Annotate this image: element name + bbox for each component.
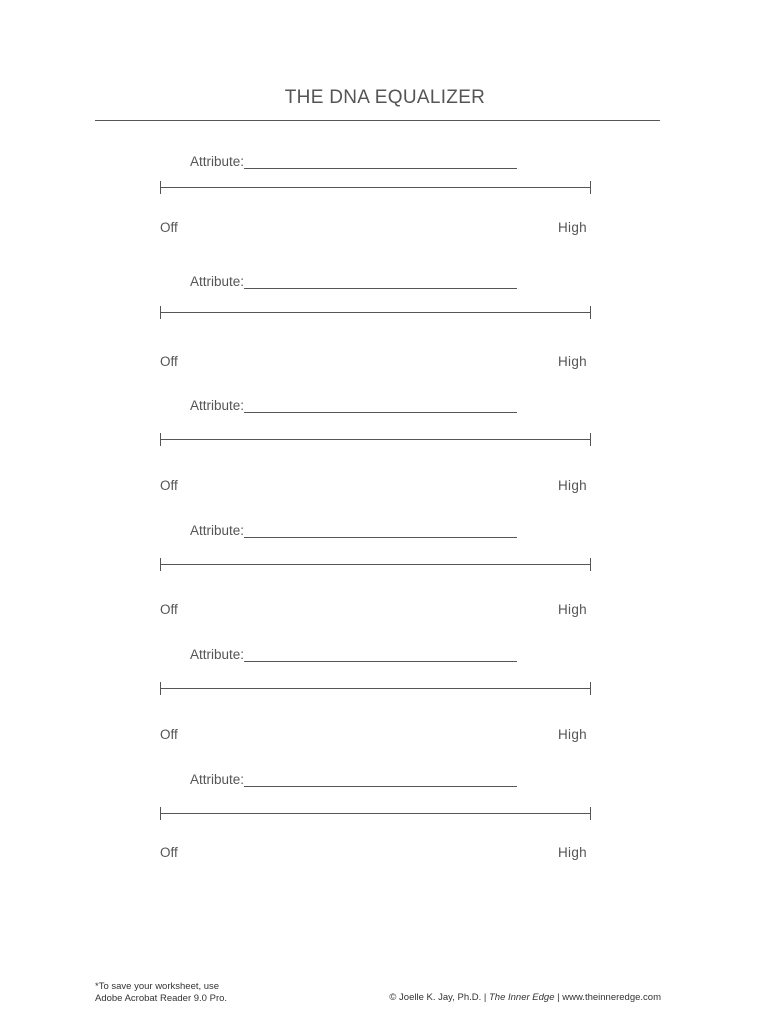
footer-credit [389, 992, 661, 1003]
attribute-input-line[interactable] [244, 168, 517, 169]
scale-line [160, 187, 591, 188]
attribute-label: Attribute: [190, 772, 245, 787]
equalizer-scale[interactable] [160, 807, 591, 821]
scale-end-tick [590, 433, 591, 446]
attribute-row [190, 270, 517, 290]
equalizer-section [0, 519, 770, 639]
credit-website: | www.theinneredge.com [557, 992, 661, 1003]
attribute-row [190, 519, 517, 539]
page-title: THE DNA EQUALIZER [284, 87, 486, 108]
equalizer-section [0, 643, 770, 763]
scale-line [160, 688, 591, 689]
scale-low-label: Off [160, 220, 178, 235]
scale-line [160, 312, 591, 313]
equalizer-scale[interactable] [160, 306, 591, 320]
scale-high-label: High [558, 727, 587, 742]
scale-line [160, 813, 591, 814]
footer-note-line: Adobe Acrobat Reader 9.0 Pro. [95, 992, 228, 1004]
title-divider [95, 120, 660, 121]
attribute-input-line[interactable] [244, 537, 517, 538]
scale-low-label: Off [160, 727, 178, 742]
equalizer-scale[interactable] [160, 181, 591, 195]
attribute-input-line[interactable] [244, 786, 517, 787]
equalizer-section [0, 394, 770, 514]
scale-low-label: Off [160, 602, 178, 617]
scale-high-label: High [558, 602, 587, 617]
equalizer-scale[interactable] [160, 682, 591, 696]
scale-line [160, 564, 591, 565]
footer-note [95, 981, 227, 1004]
scale-line [160, 439, 591, 440]
attribute-label: Attribute: [190, 647, 245, 662]
equalizer-scale[interactable] [160, 558, 591, 572]
scale-low-label: Off [160, 478, 178, 493]
attribute-input-line[interactable] [244, 661, 517, 662]
credit-book-title: The Inner Edge [489, 992, 555, 1003]
scale-end-tick [590, 558, 591, 571]
scale-high-label: High [558, 478, 587, 493]
attribute-input-line[interactable] [244, 412, 517, 413]
attribute-label: Attribute: [190, 523, 245, 538]
attribute-label: Attribute: [190, 398, 245, 413]
equalizer-section [0, 270, 770, 390]
equalizer-section [0, 768, 770, 888]
scale-high-label: High [558, 220, 587, 235]
scale-high-label: High [558, 354, 587, 369]
equalizer-scale[interactable] [160, 433, 591, 447]
attribute-row [190, 150, 517, 170]
scale-end-tick [590, 682, 591, 695]
attribute-row [190, 394, 517, 414]
scale-low-label: Off [160, 354, 178, 369]
attribute-row [190, 768, 517, 788]
footer-note-line: *To save your worksheet, use [95, 981, 220, 992]
scale-high-label: High [558, 845, 587, 860]
attribute-input-line[interactable] [244, 288, 517, 289]
attribute-row [190, 643, 517, 663]
attribute-label: Attribute: [190, 274, 245, 289]
scale-end-tick [590, 807, 591, 820]
scale-low-label: Off [160, 845, 178, 860]
scale-end-tick [590, 306, 591, 319]
equalizer-section [0, 150, 770, 270]
attribute-label: Attribute: [190, 154, 245, 169]
credit-author: © Joelle K. Jay, Ph.D. | [389, 992, 487, 1003]
scale-end-tick [590, 181, 591, 194]
